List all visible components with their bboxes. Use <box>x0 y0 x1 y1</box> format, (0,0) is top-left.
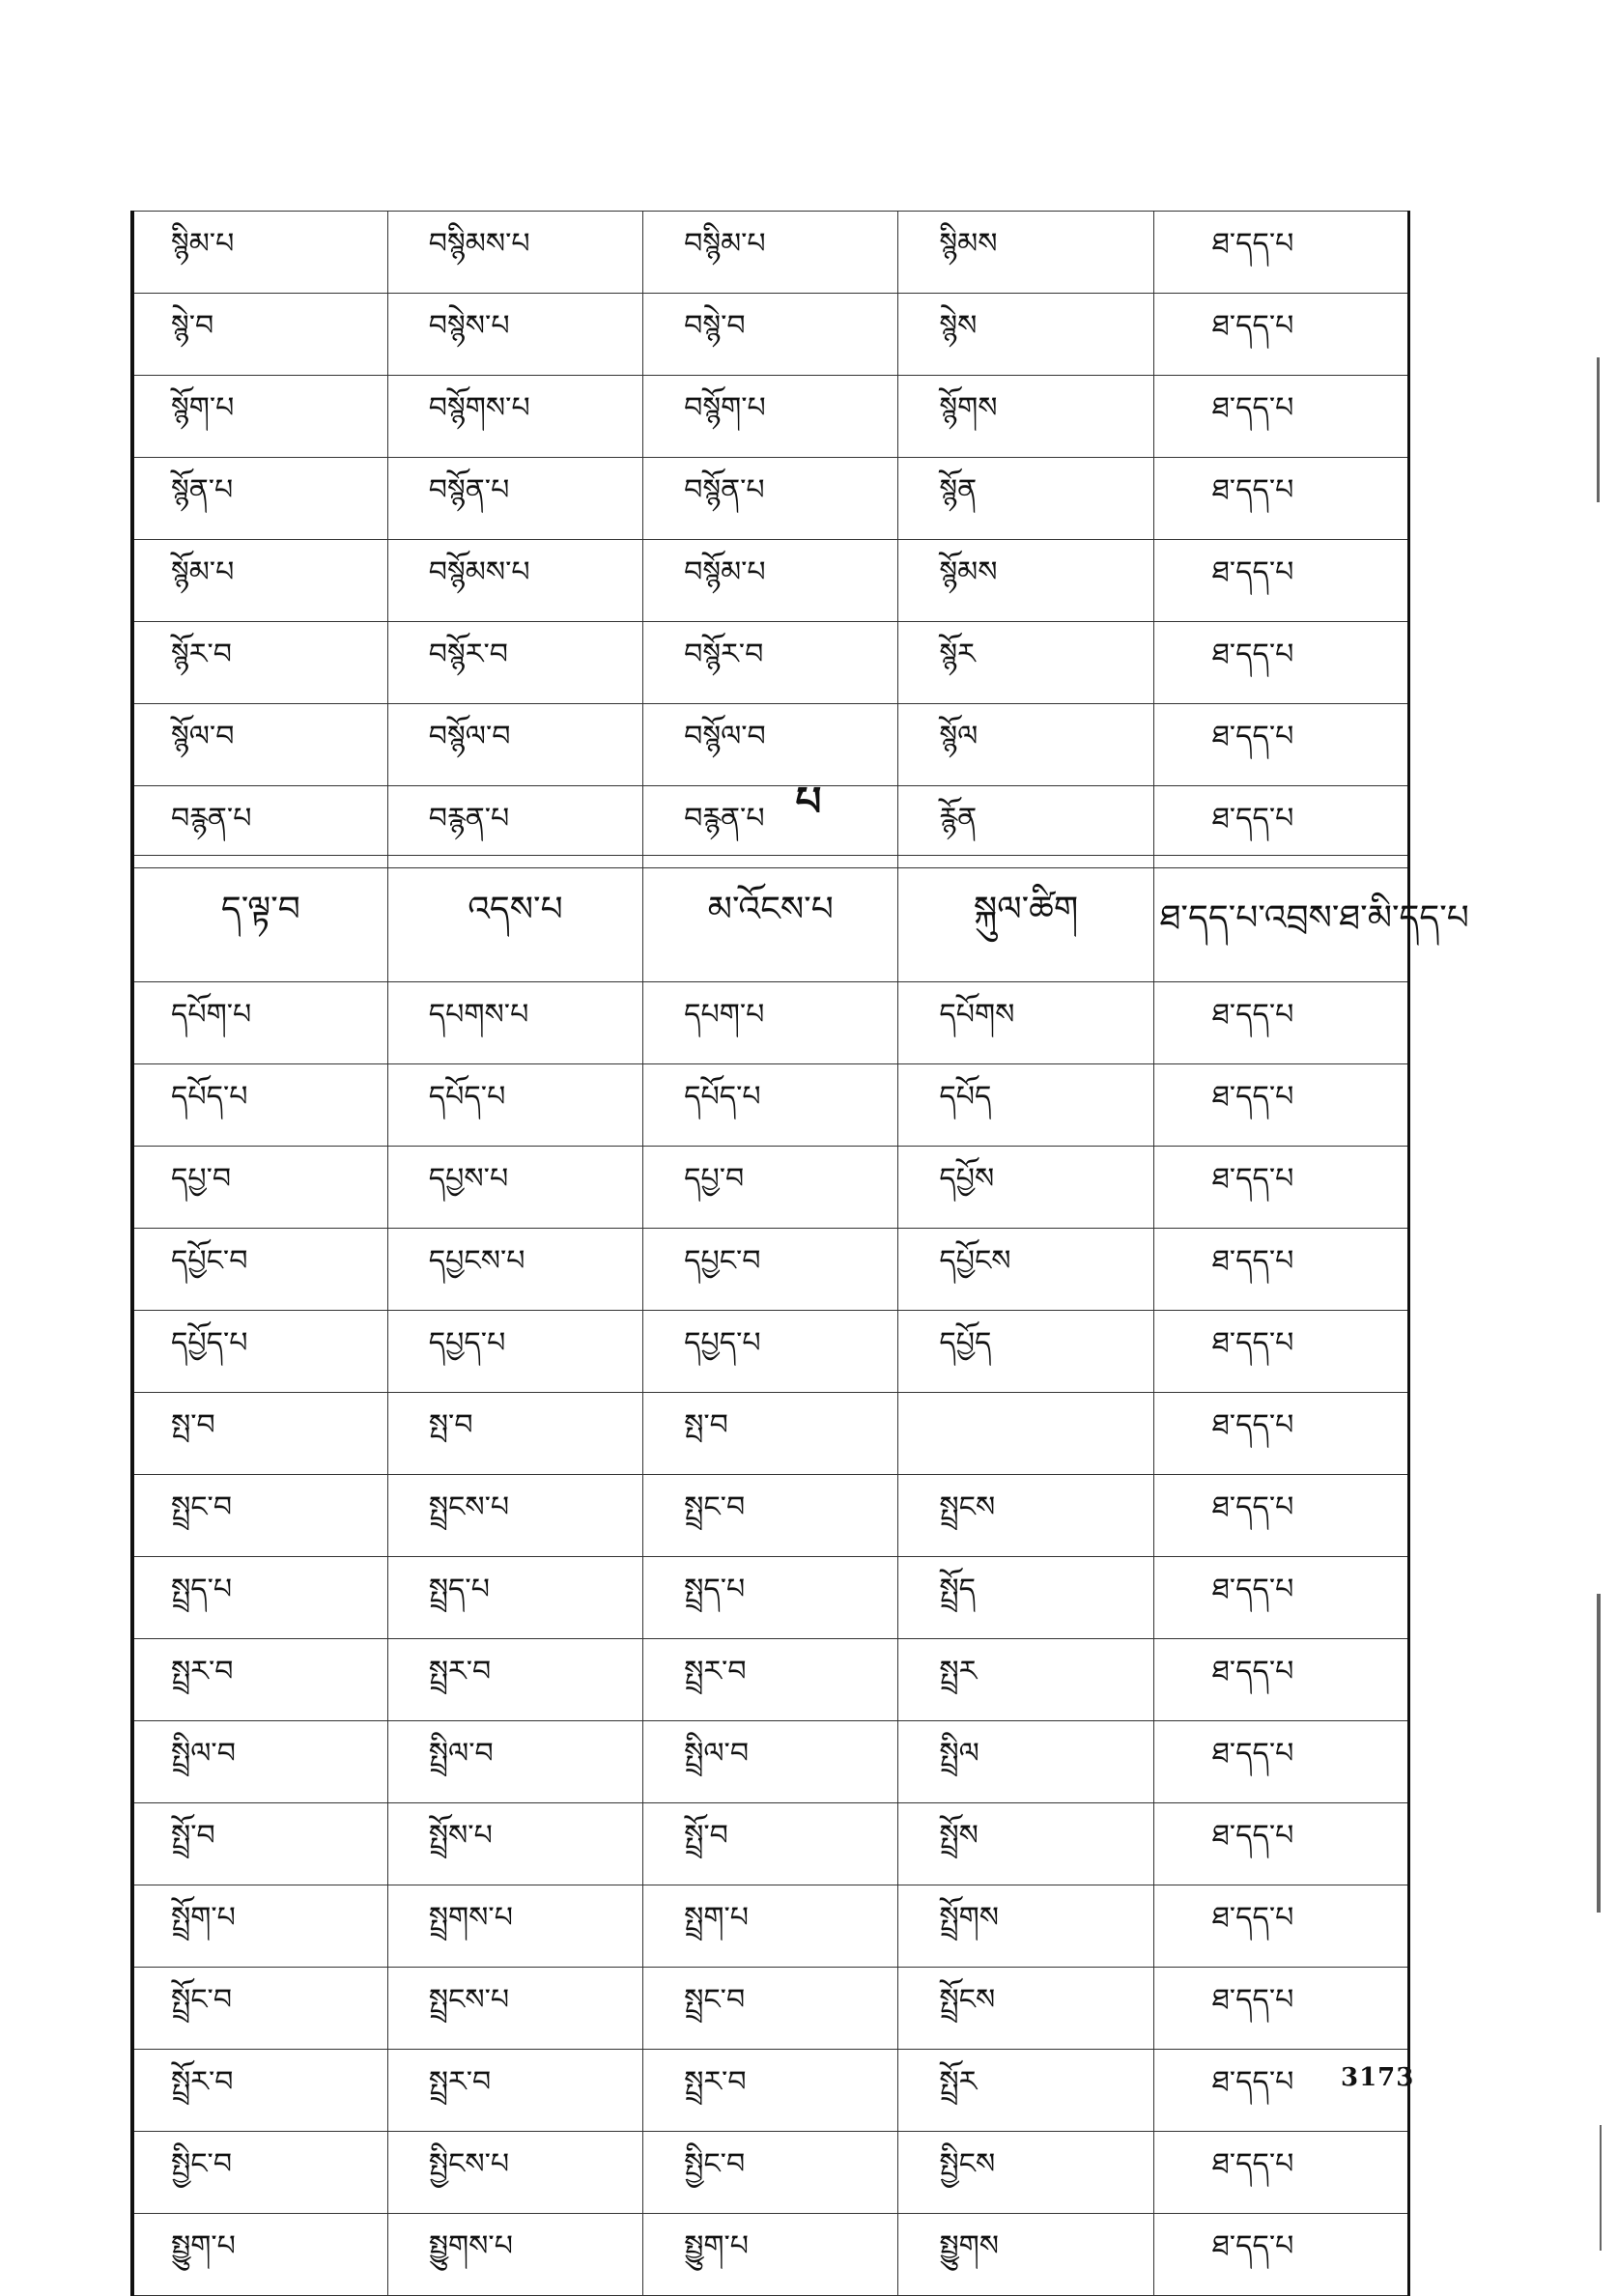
table-row <box>132 1064 1409 1147</box>
imperative-cell: སྙོལ <box>898 704 1153 786</box>
present-cell: དཔོད་པ <box>132 1064 387 1147</box>
verb-class-cell: ཐ་དད་པ <box>1153 2132 1408 2214</box>
past-cell: བསྙོགས་པ <box>387 376 642 458</box>
future-cell: སྤྲག་པ <box>643 1885 898 1968</box>
verb-table-bottom <box>130 855 1469 2296</box>
imperative-cell: སྤྲིལ <box>898 1721 1153 1803</box>
verb-class-cell: ཐ་དད་པ <box>1153 458 1408 540</box>
imperative-cell: སྙོམས <box>898 540 1153 622</box>
future-cell: སྤ་བ <box>643 1393 898 1475</box>
verb-class-cell: ཐ་དད་པ <box>1153 1064 1408 1147</box>
table-row <box>132 2050 1409 2132</box>
present-cell: སྙོག་པ <box>132 376 387 458</box>
table-row <box>132 1968 1409 2050</box>
past-cell: བསྙོར་བ <box>387 622 642 704</box>
future-cell: སྤྱིང་བ <box>643 2132 898 2214</box>
verb-class-cell: ཐ་དད་པ <box>1153 622 1408 704</box>
imperative-cell: རྙོན <box>898 786 1153 868</box>
table-row <box>132 1229 1409 1311</box>
present-cell: སྙེ་བ <box>132 294 387 376</box>
future-cell: བསྙོམ་པ <box>643 540 898 622</box>
future-cell: བརྙན་པ <box>643 786 898 868</box>
imperative-cell: དཔྱོངས <box>898 1229 1153 1311</box>
past-cell: སྤྱིངས་པ <box>387 2132 642 2214</box>
past-cell: སྤྲད་པ <box>387 1557 642 1639</box>
past-cell: སྤྲོས་པ <box>387 1803 642 1885</box>
imperative-cell: སྙེས <box>898 294 1153 376</box>
future-cell: བསྙིམ་པ <box>643 212 898 294</box>
scan-edge-mark <box>1600 2125 1602 2251</box>
header-past-tense: འདས་པ <box>387 856 642 982</box>
table-row <box>132 540 1409 622</box>
table-row <box>132 622 1409 704</box>
table-row <box>132 2214 1409 2296</box>
future-cell: དཔག་པ <box>643 982 898 1064</box>
verb-class-cell: ཐ་དད་པ <box>1153 1311 1408 1393</box>
present-cell: སྙོར་བ <box>132 622 387 704</box>
table-row <box>132 294 1409 376</box>
table-row <box>132 1393 1409 1475</box>
past-cell: བསྙོམས་པ <box>387 540 642 622</box>
verb-table-bottom-header <box>132 856 1469 982</box>
present-cell: སྤྱུག་པ <box>132 2214 387 2296</box>
present-cell: དཔོག་པ <box>132 982 387 1064</box>
past-cell: སྤ་བ <box>387 1393 642 1475</box>
imperative-cell: སྙོགས <box>898 376 1153 458</box>
imperative-cell: དཔྱོས <box>898 1147 1153 1229</box>
imperative-cell: སྤྲར <box>898 1639 1153 1721</box>
present-cell: སྤ་བ <box>132 1393 387 1475</box>
verb-class-cell: ཐ་དད་པ <box>1153 1968 1408 2050</box>
future-cell: བསྙོན་པ <box>643 458 898 540</box>
imperative-cell: སྤྲོས <box>898 1803 1153 1885</box>
imperative-cell: སྙོར <box>898 622 1153 704</box>
verb-class-cell: ཐ་དད་པ <box>1153 1147 1408 1229</box>
imperative-cell: སྤྱུགས <box>898 2214 1153 2296</box>
present-cell: བརྙན་པ <box>132 786 387 868</box>
table-row <box>132 1639 1409 1721</box>
present-cell: སྤྲིལ་བ <box>132 1721 387 1803</box>
section-letter-heading: པ <box>795 778 822 825</box>
verb-table-bottom-body <box>132 982 1409 2296</box>
present-cell: སྤྱིང་བ <box>132 2132 387 2214</box>
future-cell: སྤྲིལ་བ <box>643 1721 898 1803</box>
header-future-tense: མ་འོངས་པ <box>643 856 898 982</box>
past-cell: བསྙེས་པ <box>387 294 642 376</box>
verb-class-cell: ཐ་དད་པ <box>1153 1885 1408 1968</box>
imperative-cell: སྤྲོགས <box>898 1885 1153 1968</box>
verb-class-cell: ཐ་དད་པ <box>1153 540 1408 622</box>
future-cell: དཔོད་པ <box>643 1064 898 1147</box>
present-cell: སྤྲོག་པ <box>132 1885 387 1968</box>
present-cell: དཔྱ་བ <box>132 1147 387 1229</box>
past-cell: བསྙིམས་པ <box>387 212 642 294</box>
future-cell: སྤྲང་བ <box>643 1475 898 1557</box>
verb-class-cell: ཐ་དད་པ <box>1153 2050 1408 2132</box>
present-cell: སྙིམ་པ <box>132 212 387 294</box>
present-cell: སྤྲོང་བ <box>132 1968 387 2050</box>
verb-class-cell: ཐ་དད་པ <box>1153 212 1408 294</box>
table-row <box>132 1803 1409 1885</box>
imperative-cell: སྤྲོར <box>898 2050 1153 2132</box>
present-cell: དཔྱོད་པ <box>132 1311 387 1393</box>
present-cell: སྤྲང་བ <box>132 1475 387 1557</box>
future-cell: བསྙོག་པ <box>643 376 898 458</box>
future-cell: སྤྲོ་བ <box>643 1803 898 1885</box>
verb-class-cell: ཐ་དད་པ <box>1153 1393 1408 1475</box>
verb-class-cell: ཐ་དད་པ <box>1153 376 1408 458</box>
table-row <box>132 982 1409 1064</box>
future-cell: བསྙོལ་བ <box>643 704 898 786</box>
past-cell: དཔོད་པ <box>387 1064 642 1147</box>
imperative-cell: སྤྱིངས <box>898 2132 1153 2214</box>
past-cell: བརྙན་པ <box>387 786 642 868</box>
past-cell: སྤྲར་བ <box>387 2050 642 2132</box>
verb-class-cell: ཐ་དད་པ <box>1153 1803 1408 1885</box>
present-cell: སྙོམ་པ <box>132 540 387 622</box>
past-cell: དཔྱད་པ <box>387 1311 642 1393</box>
scan-edge-mark <box>1597 357 1600 502</box>
imperative-cell: དཔྱོད <box>898 1311 1153 1393</box>
future-cell: བསྙེ་བ <box>643 294 898 376</box>
present-cell: སྤྲར་བ <box>132 1639 387 1721</box>
future-cell: སྤྲར་བ <box>643 1639 898 1721</box>
future-cell: དཔྱད་པ <box>643 1311 898 1393</box>
header-imperative: སྐུལ་ཚིག <box>898 856 1153 982</box>
past-cell: དཔྱངས་པ <box>387 1229 642 1311</box>
future-cell: སྤྲང་བ <box>643 1968 898 2050</box>
table-row <box>132 458 1409 540</box>
past-cell: སྤྲིལ་བ <box>387 1721 642 1803</box>
verb-class-cell: ཐ་དད་པ <box>1153 786 1408 868</box>
scan-edge-mark <box>1597 1594 1601 1913</box>
verb-class-cell: ཐ་དད་པ <box>1153 1229 1408 1311</box>
imperative-cell: དཔོགས <box>898 982 1153 1064</box>
present-cell: སྤྲོར་བ <box>132 2050 387 2132</box>
past-cell: སྤྲར་བ <box>387 1639 642 1721</box>
future-cell: དཔྱང་བ <box>643 1229 898 1311</box>
page-number: 3173 <box>1341 2063 1415 2092</box>
imperative-cell <box>898 1393 1153 1475</box>
present-cell: སྤྲད་པ <box>132 1557 387 1639</box>
imperative-cell: སྤྲངས <box>898 1475 1153 1557</box>
verb-class-cell: ཐ་དད་པ <box>1153 2214 1408 2296</box>
table-row <box>132 2132 1409 2214</box>
table-row <box>132 1721 1409 1803</box>
present-cell: སྙོལ་བ <box>132 704 387 786</box>
future-cell: དཔྱ་བ <box>643 1147 898 1229</box>
header-present-tense: ད་ལྟ་བ <box>132 856 387 982</box>
verb-class-cell: ཐ་དད་པ <box>1153 1639 1408 1721</box>
verb-class-cell: ཐ་དད་པ <box>1153 1475 1408 1557</box>
imperative-cell: སྤྲོད <box>898 1557 1153 1639</box>
future-cell: སྤྲར་བ <box>643 2050 898 2132</box>
present-cell: སྙོན་པ <box>132 458 387 540</box>
past-cell: སྤྲགས་པ <box>387 1885 642 1968</box>
table-row <box>132 1885 1409 1968</box>
past-cell: སྤྲངས་པ <box>387 1475 642 1557</box>
past-cell: སྤྱུགས་པ <box>387 2214 642 2296</box>
future-cell: སྤྲད་པ <box>643 1557 898 1639</box>
imperative-cell: སྤྲོངས <box>898 1968 1153 2050</box>
future-cell: བསྙོར་བ <box>643 622 898 704</box>
table-row <box>132 212 1409 294</box>
verb-class-cell: ཐ་དད་པ <box>1153 704 1408 786</box>
table-row <box>132 1147 1409 1229</box>
header-row <box>132 856 1409 982</box>
table-row <box>132 1475 1409 1557</box>
past-cell: བསྙོལ་བ <box>387 704 642 786</box>
table-row <box>132 1557 1409 1639</box>
verb-class-cell: ཐ་དད་པ <box>1153 1557 1408 1639</box>
imperative-cell: དཔོད <box>898 1064 1153 1147</box>
table-row <box>132 1311 1409 1393</box>
past-cell: བསྙོན་པ <box>387 458 642 540</box>
verb-class-cell: ཐ་དད་པ <box>1153 982 1408 1064</box>
past-cell: སྤྲངས་པ <box>387 1968 642 2050</box>
verb-class-cell: ཐ་དད་པ <box>1153 1721 1408 1803</box>
table-row <box>132 376 1409 458</box>
past-cell: དཔགས་པ <box>387 982 642 1064</box>
header-verb-class: ཐ་དད་པ་འབྲས་ཐ་མི་དད་པ <box>1153 856 1408 982</box>
imperative-cell: སྙིམས <box>898 212 1153 294</box>
present-cell: དཔྱོང་བ <box>132 1229 387 1311</box>
imperative-cell: སྙོན <box>898 458 1153 540</box>
present-cell: སྤྲོ་བ <box>132 1803 387 1885</box>
verb-class-cell: ཐ་དད་པ <box>1153 294 1408 376</box>
past-cell: དཔྱས་པ <box>387 1147 642 1229</box>
future-cell: སྤྱུག་པ <box>643 2214 898 2296</box>
